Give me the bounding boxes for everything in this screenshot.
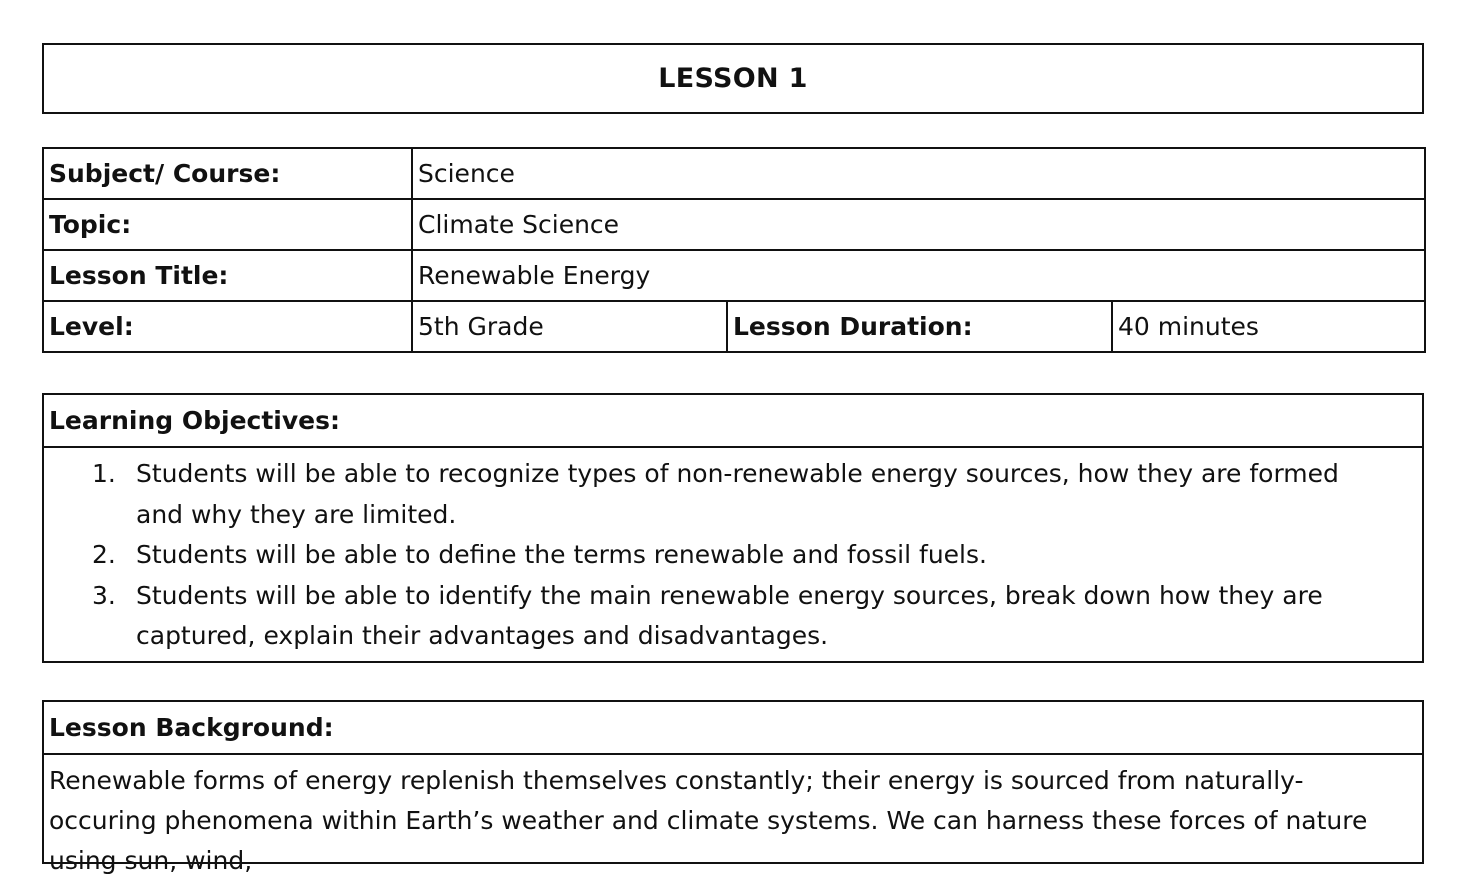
- lesson-background-text: Renewable forms of energy replenish themselves constantly; their energy is sourced from naturally-occuring phenomena within Earth’s weather and climate systems. We can harness these forces of nature using sun, wind,: [49, 766, 1368, 875]
- topic-row: [43, 199, 1425, 250]
- subject-label: Subject/ Course:: [43, 148, 412, 199]
- learning-objectives-section: [42, 393, 1424, 663]
- topic-value: Climate Science: [412, 199, 1425, 250]
- lesson-header-box: [42, 43, 1424, 114]
- level-value: 5th Grade: [412, 301, 727, 352]
- lesson-title-label: Lesson Title:: [43, 250, 412, 301]
- objective-number: 3.: [92, 580, 116, 610]
- lesson-title-value: Renewable Energy: [412, 250, 1425, 301]
- objective-item: [92, 454, 1382, 535]
- duration-label: Lesson Duration:: [727, 301, 1112, 352]
- lesson-background-heading: Lesson Background:: [44, 702, 1422, 755]
- objective-number: 2.: [92, 540, 116, 569]
- duration-value: 40 minutes: [1112, 301, 1425, 352]
- subject-value: Science: [412, 148, 1425, 199]
- level-label: Level:: [43, 301, 412, 352]
- lesson-info-table: [42, 147, 1426, 353]
- objective-number: 1.: [92, 459, 116, 488]
- objective-item: [92, 576, 1382, 657]
- objective-text: Students will be able to recognize types of non-renewable energy sources, how they are formed and why they are limited.: [136, 459, 1339, 529]
- subject-row: [43, 148, 1425, 199]
- objective-text: Students will be able to define the terms renewable and fossil fuels.: [136, 540, 987, 569]
- lesson-title-row: [43, 250, 1425, 301]
- learning-objectives-heading: Learning Objectives:: [44, 395, 1422, 448]
- lesson-background-section: [42, 700, 1424, 875]
- objective-item: [92, 535, 1382, 576]
- objective-text: Students will be able to identify the main renewable energy sources, break down how they are captured, explain their advantages and disadvantages.: [136, 580, 1323, 650]
- level-row: [43, 301, 1425, 352]
- lesson-header: LESSON 1: [658, 63, 808, 94]
- objectives-list: [44, 448, 1422, 657]
- topic-label: Topic:: [43, 199, 412, 250]
